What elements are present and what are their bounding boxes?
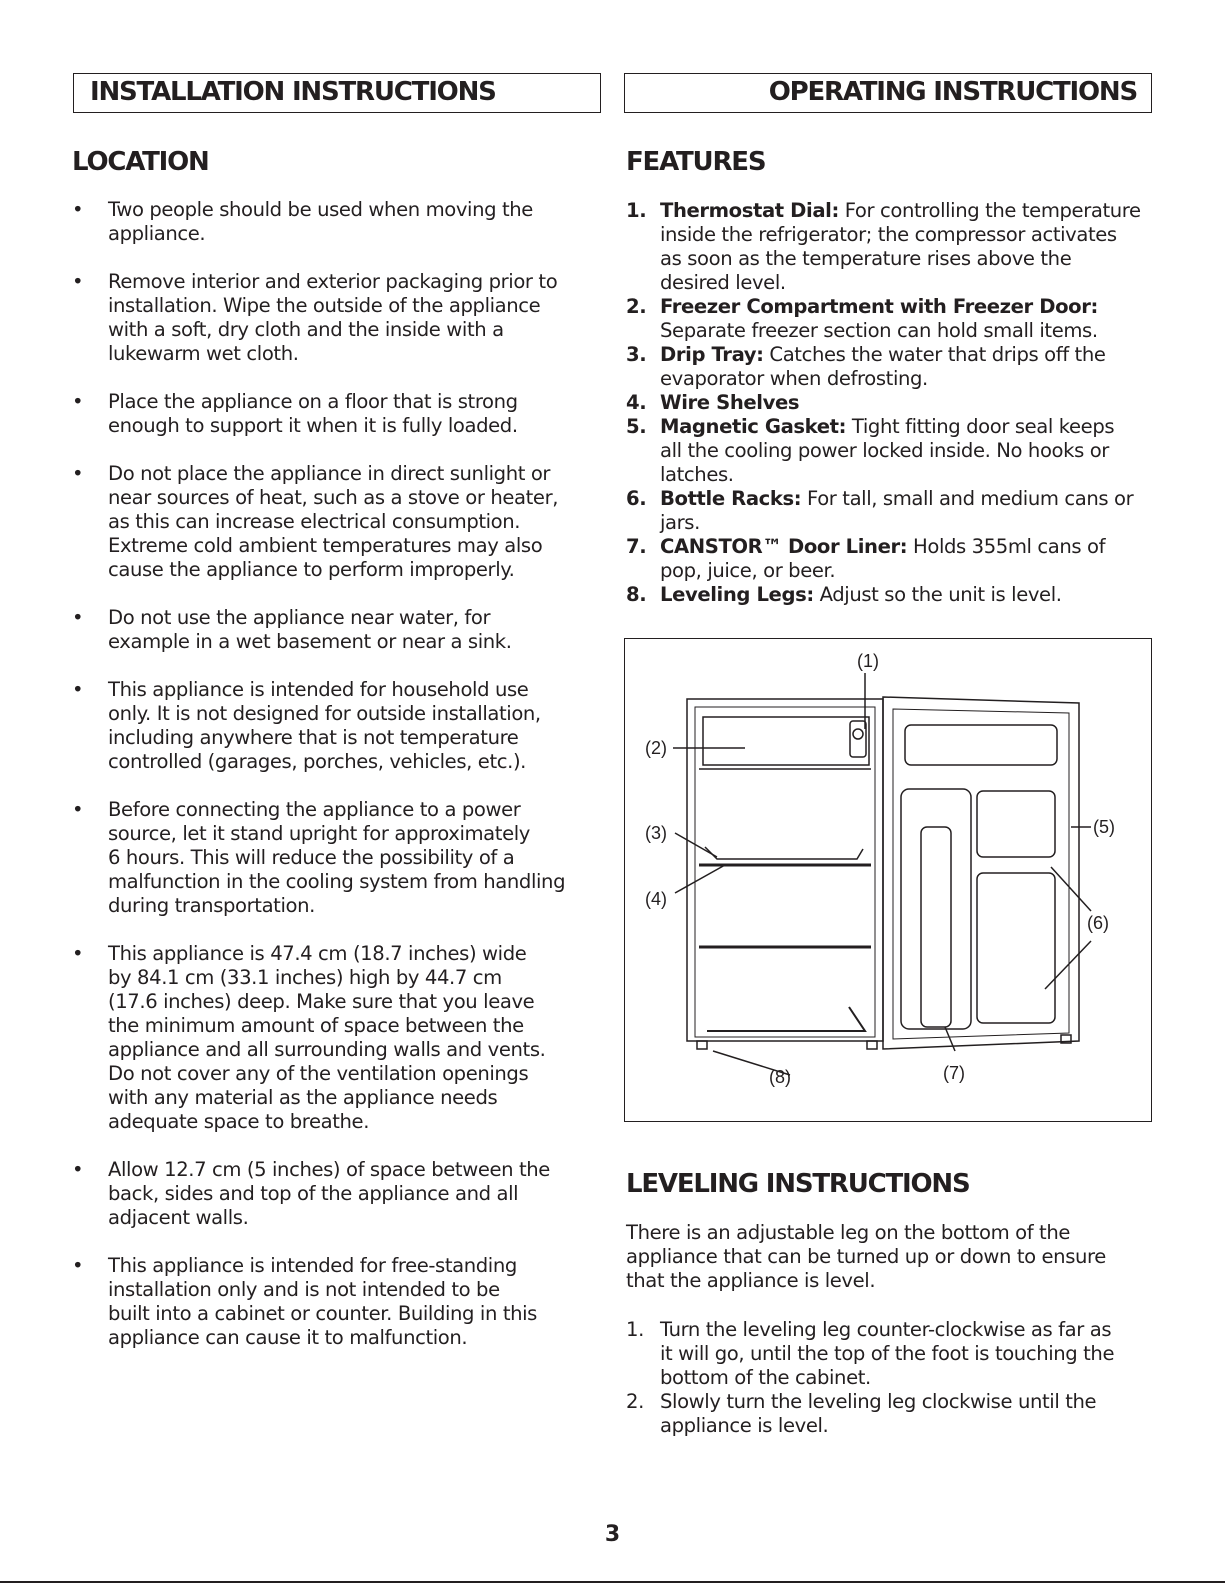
text-line: lukewarm wet cloth.: [108, 342, 299, 365]
text-line: it will go, until the top of the foot is touching the: [660, 1342, 1115, 1365]
door-shelf-top: [905, 725, 1057, 765]
feature-term: Drip Tray:: [660, 343, 764, 366]
location-list: [72, 198, 602, 1350]
leveling-step: [626, 1390, 1156, 1438]
feature-term: Bottle Racks:: [660, 487, 802, 510]
bottom-rule: [0, 1581, 1225, 1583]
feature-item: [626, 343, 1156, 391]
location-bullet-item: [72, 462, 602, 582]
location-bullet-item: [72, 198, 602, 246]
text-line: adjacent walls.: [108, 1206, 249, 1229]
text-line: Extreme cold ambient temperatures may also: [108, 534, 543, 557]
text-line: There is an adjustable leg on the bottom of the: [626, 1221, 1070, 1244]
feature-item: [626, 415, 1156, 487]
text-line: 6 hours. This will reduce the possibility of a: [108, 846, 515, 869]
feature-number: 7.: [626, 535, 647, 558]
feature-number: 6.: [626, 487, 647, 510]
location-bullet-item: [72, 678, 602, 774]
text-line: with a soft, dry cloth and the inside with a: [108, 318, 504, 341]
feature-item: [626, 391, 1156, 415]
feature-number: 1.: [626, 199, 647, 222]
callout-1: (1): [857, 651, 879, 671]
bullet-icon: •: [72, 270, 84, 293]
text-line: controlled (garages, porches, vehicles, etc.).: [108, 750, 527, 773]
text-line: Allow 12.7 cm (5 inches) of space between the: [108, 1158, 550, 1181]
feature-item: [626, 583, 1156, 607]
canstor-door-liner: [901, 789, 971, 1029]
leveling-heading: LEVELING INSTRUCTIONS: [626, 1169, 970, 1199]
features-heading: FEATURES: [626, 147, 766, 177]
refrigerator-diagram: [624, 638, 1152, 1122]
feature-description: Holds 355ml cans of: [907, 535, 1106, 558]
callout-2: (2): [645, 738, 667, 758]
feature-description: as soon as the temperature rises above the: [660, 247, 1072, 270]
drip-tray: [705, 847, 863, 859]
text-line: Remove interior and exterior packaging prior to: [108, 270, 558, 293]
text-line: This appliance is intended for free-standing: [108, 1254, 517, 1277]
feature-number: 8.: [626, 583, 647, 606]
refrigerator-illustration: [625, 639, 1153, 1123]
feature-description: jars.: [660, 511, 700, 534]
feature-term: Thermostat Dial:: [660, 199, 839, 222]
bottle-rack-upper: [977, 791, 1055, 857]
text-line: as this can increase electrical consumption.: [108, 510, 521, 533]
text-line: example in a wet basement or near a sink.: [108, 630, 512, 653]
bottle-rack-lower: [977, 873, 1055, 1023]
text-line: cause the appliance to perform improperly.: [108, 558, 515, 581]
text-line: Two people should be used when moving the: [108, 198, 533, 221]
feature-description: desired level.: [660, 271, 786, 294]
location-heading: LOCATION: [72, 147, 209, 177]
feature-description: For tall, small and medium cans or: [801, 487, 1134, 510]
leveling-leg-left: [697, 1041, 707, 1049]
text-line: appliance can cause it to malfunction.: [108, 1326, 468, 1349]
text-line: appliance.: [108, 222, 206, 245]
location-bullet-item: [72, 1254, 602, 1350]
text-line: installation only and is not intended to be: [108, 1278, 500, 1301]
feature-number: 3.: [626, 343, 647, 366]
feature-description: Adjust so the unit is level.: [813, 583, 1062, 606]
page-number: 3: [604, 1522, 621, 1547]
leveling-leg-right: [867, 1041, 877, 1049]
text-line: appliance and all surrounding walls and vents.: [108, 1038, 546, 1061]
callout-6: (6): [1087, 913, 1109, 933]
text-line: Do not place the appliance in direct sunlight or: [108, 462, 551, 485]
feature-description: Catches the water that drips off the: [763, 343, 1106, 366]
text-line: that the appliance is level.: [626, 1269, 876, 1292]
feature-term: Leveling Legs:: [660, 583, 814, 606]
bullet-icon: •: [72, 942, 84, 965]
feature-item: [626, 295, 1156, 343]
text-line: (17.6 inches) deep. Make sure that you leave: [108, 990, 535, 1013]
feature-description: pop, juice, or beer.: [660, 559, 836, 582]
step-number: 1.: [626, 1318, 644, 1341]
thermostat-dial: [853, 729, 863, 739]
bullet-icon: •: [72, 678, 84, 701]
text-line: appliance that can be turned up or down to ensure: [626, 1245, 1106, 1268]
feature-term: Freezer Compartment with Freezer Door:: [660, 295, 1098, 318]
text-line: installation. Wipe the outside of the appliance: [108, 294, 541, 317]
location-bullet-item: [72, 606, 602, 654]
bullet-icon: •: [72, 606, 84, 629]
features-list: [626, 199, 1156, 607]
feature-description: For controlling the temperature: [838, 199, 1141, 222]
feature-item: [626, 535, 1156, 583]
text-line: only. It is not designed for outside installation,: [108, 702, 541, 725]
feature-description: inside the refrigerator; the compressor activates: [660, 223, 1117, 246]
text-line: source, let it stand upright for approximately: [108, 822, 530, 845]
text-line: with any material as the appliance needs: [108, 1086, 498, 1109]
text-line: appliance is level.: [660, 1414, 829, 1437]
location-bullet-item: [72, 270, 602, 366]
leveling-steps: [626, 1318, 1156, 1438]
text-line: Before connecting the appliance to a power: [108, 798, 521, 821]
feature-number: 2.: [626, 295, 647, 318]
operating-instructions-header: OPERATING INSTRUCTIONS: [624, 73, 1152, 113]
text-line: bottom of the cabinet.: [660, 1366, 871, 1389]
text-line: adequate space to breathe.: [108, 1110, 370, 1133]
bullet-icon: •: [72, 462, 84, 485]
text-line: near sources of heat, such as a stove or heater,: [108, 486, 559, 509]
text-line: by 84.1 cm (33.1 inches) high by 44.7 cm: [108, 966, 502, 989]
text-line: built into a cabinet or counter. Building in this: [108, 1302, 537, 1325]
bullet-icon: •: [72, 1158, 84, 1181]
text-line: Place the appliance on a floor that is strong: [108, 390, 518, 413]
feature-number: 4.: [626, 391, 647, 414]
installation-instructions-header: INSTALLATION INSTRUCTIONS: [73, 73, 601, 113]
feature-term: CANSTOR™ Door Liner:: [660, 535, 908, 558]
feature-item: [626, 199, 1156, 295]
text-line: This appliance is intended for household use: [108, 678, 529, 701]
callout-4: (4): [645, 889, 667, 909]
text-line: during transportation.: [108, 894, 315, 917]
text-line: the minimum amount of space between the: [108, 1014, 524, 1037]
text-line: back, sides and top of the appliance and all: [108, 1182, 519, 1205]
feature-number: 5.: [626, 415, 647, 438]
callout-5: (5): [1093, 817, 1115, 837]
location-bullet-item: [72, 390, 602, 438]
step-number: 2.: [626, 1390, 644, 1413]
callout-3: (3): [645, 823, 667, 843]
text-line: Do not use the appliance near water, for: [108, 606, 491, 629]
feature-term: Magnetic Gasket:: [660, 415, 847, 438]
feature-description: all the cooling power locked inside. No hooks or: [660, 439, 1109, 462]
text-line: Turn the leveling leg counter-clockwise as far as: [660, 1318, 1112, 1341]
text-line: including anywhere that is not temperature: [108, 726, 519, 749]
text-line: enough to support it when it is fully loaded.: [108, 414, 518, 437]
feature-description: Separate freezer section can hold small items.: [660, 319, 1098, 342]
leveling-intro: [626, 1221, 1156, 1293]
text-line: malfunction in the cooling system from handling: [108, 870, 566, 893]
freezer-compartment: [703, 717, 869, 765]
text-line: This appliance is 47.4 cm (18.7 inches) wide: [108, 942, 527, 965]
leveling-step: [626, 1318, 1156, 1390]
bullet-icon: •: [72, 1254, 84, 1277]
location-bullet-item: [72, 798, 602, 918]
callout-8: (8): [769, 1067, 791, 1087]
location-bullet-item: [72, 942, 602, 1134]
feature-description: evaporator when defrosting.: [660, 367, 928, 390]
feature-item: [626, 487, 1156, 535]
bullet-icon: •: [72, 390, 84, 413]
feature-description: Tight fitting door seal keeps: [846, 415, 1115, 438]
feature-term: Wire Shelves: [660, 391, 800, 414]
bullet-icon: •: [72, 798, 84, 821]
text-line: Do not cover any of the ventilation openings: [108, 1062, 529, 1085]
bullet-icon: •: [72, 198, 84, 221]
text-line: Slowly turn the leveling leg clockwise until the: [660, 1390, 1097, 1413]
callout-7: (7): [943, 1063, 965, 1083]
feature-description: latches.: [660, 463, 734, 486]
location-bullet-item: [72, 1158, 602, 1230]
